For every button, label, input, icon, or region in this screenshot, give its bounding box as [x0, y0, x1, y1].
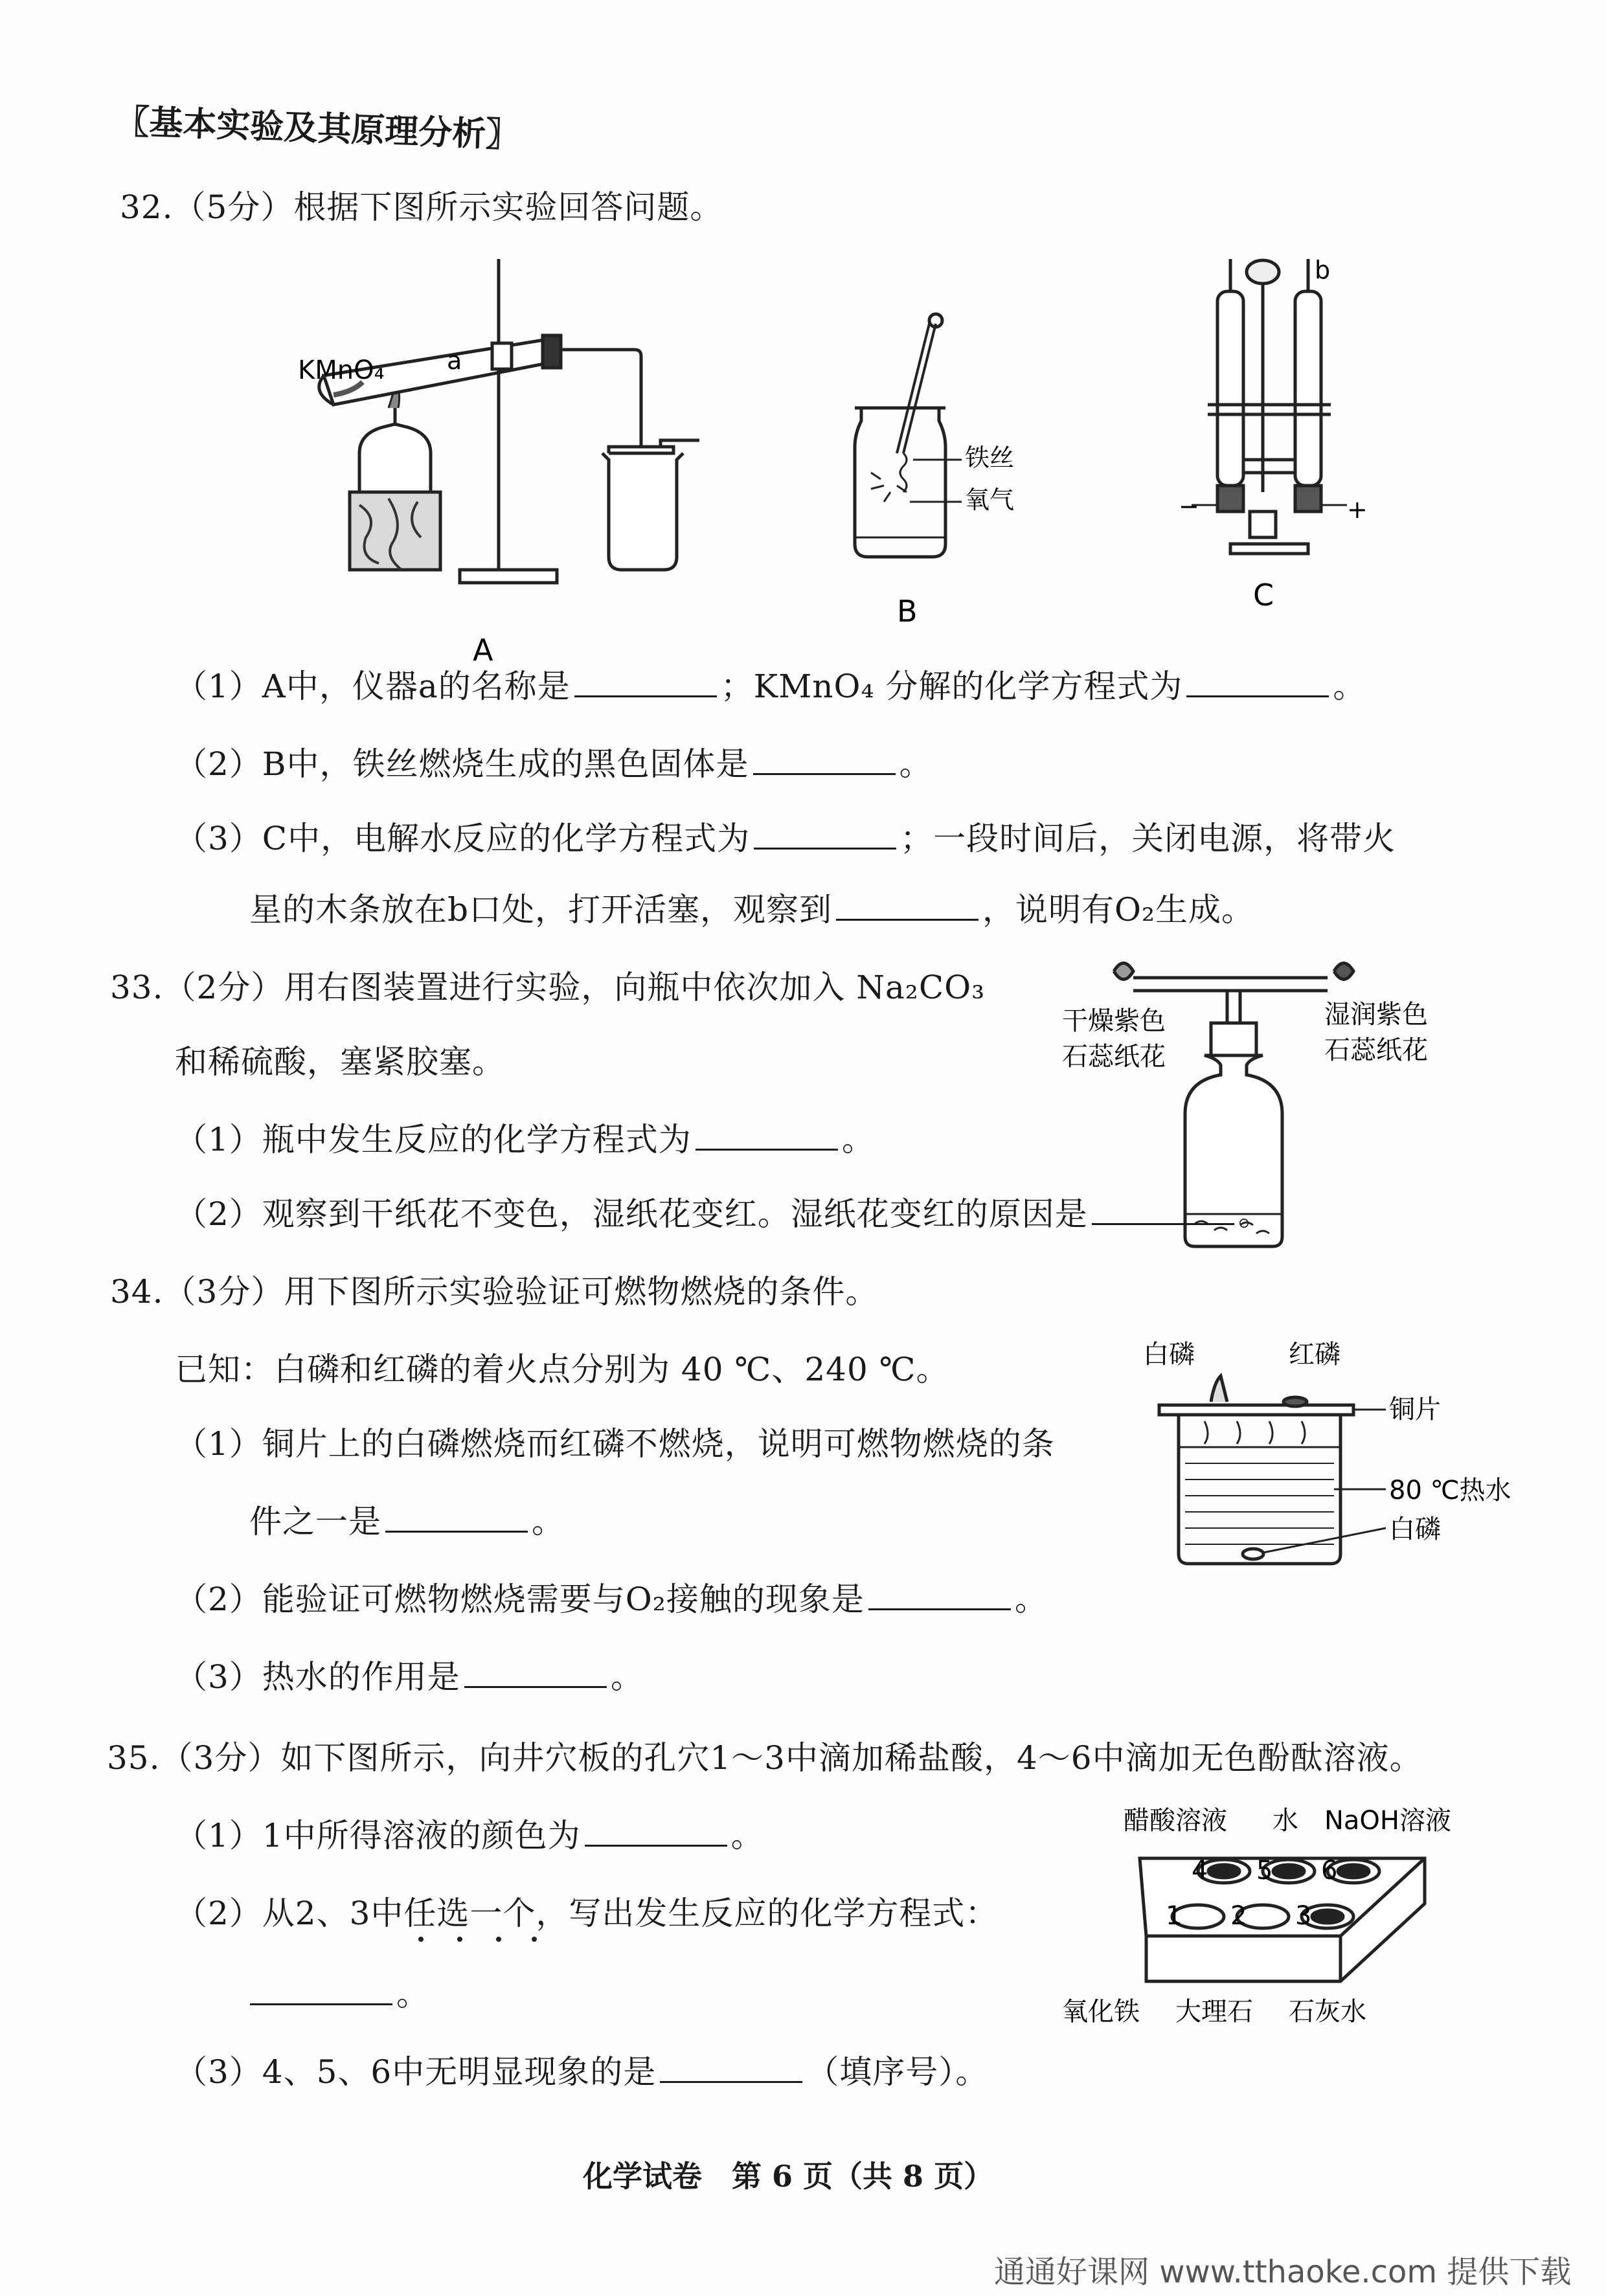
- label-hot-water: 80 ℃热水: [1389, 1476, 1511, 1505]
- label-B: B: [897, 594, 918, 629]
- q35-figure: [1062, 1806, 1476, 2040]
- q32-figure: [298, 256, 1476, 668]
- answer-blank[interactable]: [836, 893, 978, 921]
- q35-heading: 35.（3分）如下图所示，向井穴板的孔穴1～3中滴加稀盐酸，4～6中滴加无色酚酞溶液。: [107, 1739, 1423, 1777]
- answer-blank[interactable]: [696, 1123, 838, 1151]
- answer-blank[interactable]: [574, 670, 717, 697]
- label-white-phosphorus-top: 白磷: [1143, 1340, 1195, 1369]
- q34-part2: （2）能验证可燃物燃烧需要与O₂接触的现象是 。: [175, 1581, 1048, 1618]
- label-a: a: [447, 346, 462, 375]
- answer-blank[interactable]: [464, 1660, 607, 1688]
- well-number-3: 3: [1295, 1901, 1312, 1931]
- label-minus: −: [1179, 492, 1199, 521]
- section-title: 〖基本实验及其原理分析〗: [115, 101, 521, 155]
- q33-heading-cont: 和稀硫酸，塞紧胶塞。: [175, 1043, 505, 1081]
- answer-blank[interactable]: [753, 747, 896, 775]
- q34-part1-cont: 件之一是 。: [249, 1503, 565, 1540]
- q33-part2: （2）观察到干纸花不变色，湿纸花变红。湿纸花变红的原因是 。: [175, 1195, 1271, 1233]
- emphasis-dots: [414, 1933, 544, 1946]
- label-wet-paper-1: 湿润紫色: [1324, 1000, 1428, 1030]
- label-marble: 大理石: [1175, 1997, 1253, 2027]
- q35-part3: （3）4、5、6中无明显现象的是 （填序号）。: [175, 2053, 989, 2091]
- apparatus-a: [319, 259, 699, 583]
- q35-part2-cont: 。: [246, 1975, 429, 2014]
- q32-heading: 32.（5分）根据下图所示实验回答问题。: [120, 188, 723, 226]
- q35-part2: （2）从2、3中任选一个，写出发生反应的化学方程式：: [175, 1895, 999, 1932]
- q32-part1: （1）A中，仪器a的名称是 ；KMnO₄ 分解的化学方程式为 。: [175, 668, 1366, 705]
- well-number-4: 4: [1192, 1856, 1208, 1885]
- well-number-6: 6: [1321, 1856, 1338, 1885]
- apparatus-b: [855, 314, 945, 557]
- label-dry-paper-2: 石蕊纸花: [1062, 1042, 1166, 1072]
- q34-figure: [1140, 1334, 1511, 1573]
- label-plus: +: [1347, 495, 1368, 524]
- answer-blank[interactable]: [585, 1819, 727, 1847]
- q32-part2: （2）B中，铁丝燃烧生成的黑色固体是 。: [175, 745, 933, 783]
- label-iron-oxide: 氧化铁: [1062, 1997, 1140, 2027]
- label-water: 水: [1272, 1806, 1298, 1836]
- label-acetic-acid: 醋酸溶液: [1124, 1806, 1227, 1836]
- q34-part3: （3）热水的作用是 。: [175, 1658, 644, 1696]
- q33-part1: （1）瓶中发生反应的化学方程式为 。: [175, 1121, 875, 1158]
- answer-blank[interactable]: [385, 1505, 528, 1533]
- label-iron-wire: 铁丝: [965, 444, 1015, 472]
- q35-part1: （1）1中所得溶液的颜色为 。: [175, 1817, 764, 1854]
- apparatus-c: [1192, 259, 1347, 554]
- answer-blank[interactable]: [1092, 1197, 1234, 1225]
- answer-blank[interactable]: [660, 2055, 802, 2083]
- watermark: 通通好课网 www.tthaoke.com 提供下载: [994, 2254, 1572, 2290]
- q32-part3-cont: 星的木条放在b口处，打开活塞，观察到 ，说明有O₂生成。: [249, 891, 1255, 929]
- well-number-1: 1: [1166, 1901, 1182, 1931]
- label-limewater: 石灰水: [1289, 1997, 1366, 2027]
- answer-blank[interactable]: [868, 1582, 1011, 1610]
- well-number-2: 2: [1230, 1901, 1247, 1931]
- well-number-5: 5: [1256, 1856, 1273, 1885]
- label-naoh: NaOH溶液: [1324, 1806, 1451, 1836]
- label-white-phosphorus-bottom: 白磷: [1389, 1514, 1441, 1544]
- label-copper-sheet: 铜片: [1389, 1395, 1441, 1424]
- page-footer: 化学试卷 第 6 页（共 8 页）: [583, 2159, 994, 2194]
- answer-blank[interactable]: [1186, 670, 1329, 697]
- label-kmno4: KMnO₄: [298, 355, 385, 385]
- label-b: b: [1315, 256, 1331, 284]
- q33-heading: 33.（2分）用右图装置进行实验，向瓶中依次加入 Na₂CO₃: [110, 969, 986, 1006]
- label-C: C: [1253, 578, 1274, 613]
- q34-known: 已知：白磷和红磷的着火点分别为 40 ℃、240 ℃。: [175, 1351, 949, 1388]
- answer-blank[interactable]: [754, 822, 896, 850]
- q32-part3: （3）C中，电解水反应的化学方程式为 ；一段时间后，关闭电源，将带火: [175, 820, 1396, 857]
- q34-part1: （1）铜片上的白磷燃烧而红磷不燃烧，说明可燃物燃烧的条: [175, 1425, 1055, 1463]
- label-red-phosphorus: 红磷: [1289, 1340, 1340, 1369]
- q34-heading: 34.（3分）用下图所示实验验证可燃物燃烧的条件。: [110, 1273, 879, 1311]
- label-wet-paper-2: 石蕊纸花: [1324, 1035, 1428, 1065]
- answer-blank[interactable]: [250, 1977, 392, 2005]
- label-oxygen: 氧气: [965, 486, 1015, 514]
- label-A: A: [473, 633, 493, 668]
- label-dry-paper-1: 干燥紫色: [1062, 1006, 1166, 1036]
